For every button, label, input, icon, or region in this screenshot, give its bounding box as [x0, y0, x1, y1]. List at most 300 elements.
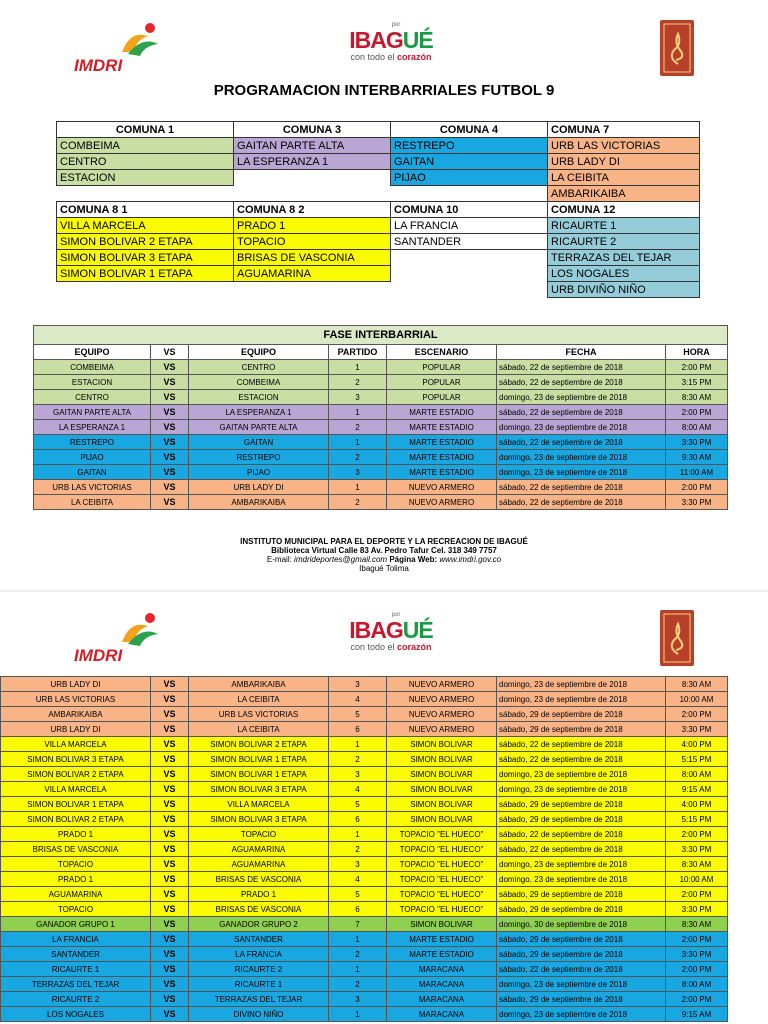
- ibague-tagline: con todo el corazón: [350, 52, 432, 62]
- team-away: URB LAS VICTORIAS: [189, 707, 329, 722]
- match-number: 3: [329, 390, 387, 405]
- barrio-cell: VILLA MARCELA: [57, 218, 234, 234]
- match-date: sábado, 29 de septiembre de 2018: [497, 722, 666, 737]
- match-row: [1, 827, 728, 842]
- team-away: PRADO 1: [189, 887, 329, 902]
- venue: TOPACIO "EL HUECO": [387, 902, 497, 917]
- vs-label: VS: [151, 767, 189, 782]
- match-row: [34, 420, 728, 435]
- imdri-logo-page2: [74, 612, 154, 670]
- team-home: SANTANDER: [1, 947, 151, 962]
- vs-label: VS: [151, 677, 189, 692]
- vs-label: VS: [151, 707, 189, 722]
- match-date: sábado, 22 de septiembre de 2018: [497, 405, 666, 420]
- team-away: RICAURTE 1: [189, 977, 329, 992]
- match-row: [34, 495, 728, 510]
- team-home: LA CEIBITA: [34, 495, 151, 510]
- match-number: 1: [329, 480, 387, 495]
- barrio-cell: SANTANDER: [391, 234, 548, 250]
- vs-label: VS: [151, 722, 189, 737]
- match-time: 3:15 PM: [666, 375, 728, 390]
- team-home: URB LAS VICTORIAS: [1, 692, 151, 707]
- match-number: 3: [329, 857, 387, 872]
- footer-contact: E-mail: imdrideportes@gmail.com Página Web: www.imdri.gov.co: [266, 555, 502, 564]
- team-home: AMBARIKAIBA: [1, 707, 151, 722]
- match-row: [1, 977, 728, 992]
- match-row: [1, 722, 728, 737]
- vs-label: VS: [151, 375, 189, 390]
- match-row: [1, 842, 728, 857]
- match-time: 11:00 AM: [666, 465, 728, 480]
- team-home: URB LAS VICTORIAS: [34, 480, 151, 495]
- ibague-name: IBAGUÉ: [349, 27, 433, 53]
- vs-label: VS: [151, 917, 189, 932]
- vs-label: VS: [151, 435, 189, 450]
- barrio-cell: GAITAN: [391, 154, 548, 170]
- team-away: SANTANDER: [189, 932, 329, 947]
- match-date: sábado, 29 de septiembre de 2018: [497, 932, 666, 947]
- match-row: [1, 872, 728, 887]
- match-date: sábado, 29 de septiembre de 2018: [497, 947, 666, 962]
- column-header: PARTIDO: [329, 345, 387, 360]
- vs-label: VS: [151, 390, 189, 405]
- team-away: AGUAMARINA: [189, 857, 329, 872]
- comunas-grid: [56, 121, 700, 298]
- match-row: [1, 692, 728, 707]
- match-number: 4: [329, 692, 387, 707]
- match-row: [1, 932, 728, 947]
- barrio-cell: [57, 282, 234, 298]
- venue: SIMON BOLIVAR: [387, 812, 497, 827]
- comuna-header: COMUNA 3: [234, 122, 391, 138]
- match-row: [1, 902, 728, 917]
- match-date: sábado, 22 de septiembre de 2018: [497, 962, 666, 977]
- match-time: 8:00 AM: [666, 420, 728, 435]
- barrio-cell: URB LADY DI: [548, 154, 700, 170]
- match-row: [34, 450, 728, 465]
- barrio-cell: URB LAS VICTORIAS: [548, 138, 700, 154]
- comuna-header: COMUNA 1: [57, 122, 234, 138]
- venue: NUEVO ARMERO: [387, 677, 497, 692]
- vs-label: VS: [151, 420, 189, 435]
- venue: NUEVO ARMERO: [387, 722, 497, 737]
- team-away: URB LADY DI: [189, 480, 329, 495]
- team-home: GAITAN PARTE ALTA: [34, 405, 151, 420]
- match-date: domingo, 23 de septiembre de 2018: [497, 692, 666, 707]
- match-row: [34, 360, 728, 375]
- team-away: LA FRANCIA: [189, 947, 329, 962]
- barrio-cell: [391, 186, 548, 202]
- barrio-cell: RICAURTE 2: [548, 234, 700, 250]
- venue: MARACANA: [387, 992, 497, 1007]
- match-number: 1: [329, 360, 387, 375]
- team-away: BRISAS DE VASCONIA: [189, 902, 329, 917]
- venue: TOPACIO "EL HUECO": [387, 887, 497, 902]
- barrio-cell: SIMON BOLIVAR 3 ETAPA: [57, 250, 234, 266]
- team-home: BRISAS DE VASCONIA: [1, 842, 151, 857]
- match-number: 7: [329, 917, 387, 932]
- column-header: HORA: [666, 345, 728, 360]
- match-row: [34, 405, 728, 420]
- team-home: TOPACIO: [1, 857, 151, 872]
- team-away: AMBARIKAIBA: [189, 677, 329, 692]
- vs-label: VS: [151, 977, 189, 992]
- team-away: GANADOR GRUPO 2: [189, 917, 329, 932]
- match-time: 3:30 PM: [666, 902, 728, 917]
- team-away: SIMON BOLIVAR 1 ETAPA: [189, 767, 329, 782]
- match-number: 1: [329, 827, 387, 842]
- team-home: LA FRANCIA: [1, 932, 151, 947]
- imdri-logo-text: IMDRI: [74, 56, 123, 75]
- barrio-cell: AMBARIKAIBA: [548, 186, 700, 202]
- barrio-cell: TERRAZAS DEL TEJAR: [548, 250, 700, 266]
- match-time: 8:30 AM: [666, 857, 728, 872]
- team-home: GAITAN: [34, 465, 151, 480]
- vs-label: VS: [151, 902, 189, 917]
- match-time: 8:00 AM: [666, 767, 728, 782]
- match-date: sábado, 22 de septiembre de 2018: [497, 435, 666, 450]
- team-home: AGUAMARINA: [1, 887, 151, 902]
- match-number: 2: [329, 420, 387, 435]
- musical-logo-page2: [660, 610, 694, 666]
- barrio-cell: [57, 186, 234, 202]
- match-number: 5: [329, 797, 387, 812]
- match-date: domingo, 23 de septiembre de 2018: [497, 782, 666, 797]
- column-header: ESCENARIO: [387, 345, 497, 360]
- barrio-cell: TOPACIO: [234, 234, 391, 250]
- footer-address: Biblioteca Virtual Calle 83 Av. Pedro Tafur Cel. 318 349 7757: [271, 546, 497, 555]
- team-home: COMBEIMA: [34, 360, 151, 375]
- venue: NUEVO ARMERO: [387, 495, 497, 510]
- footer-institution: INSTITUTO MUNICIPAL PARA EL DEPORTE Y LA RECREACION DE IBAGUÉ: [240, 537, 528, 546]
- team-home: LOS NOGALES: [1, 1007, 151, 1022]
- match-row: [1, 797, 728, 812]
- match-row: [1, 992, 728, 1007]
- vs-label: VS: [151, 932, 189, 947]
- team-away: SIMON BOLIVAR 3 ETAPA: [189, 812, 329, 827]
- match-date: domingo, 23 de septiembre de 2018: [497, 420, 666, 435]
- match-time: 8:30 AM: [666, 390, 728, 405]
- team-away: ESTACION: [189, 390, 329, 405]
- match-time: 2:00 PM: [666, 887, 728, 902]
- barrio-cell: COMBEIMA: [57, 138, 234, 154]
- footer-email[interactable]: imdrideportes@gmail.com: [294, 555, 388, 564]
- match-number: 1: [329, 932, 387, 947]
- venue: SIMON BOLIVAR: [387, 782, 497, 797]
- vs-label: VS: [151, 992, 189, 1007]
- match-row: [1, 767, 728, 782]
- match-number: 3: [329, 992, 387, 1007]
- match-number: 5: [329, 707, 387, 722]
- match-date: sábado, 29 de septiembre de 2018: [497, 902, 666, 917]
- schedule-table-page1: [33, 325, 728, 510]
- imdri-figure-icon: [114, 612, 164, 646]
- match-time: 3:30 PM: [666, 435, 728, 450]
- barrio-cell: LOS NOGALES: [548, 266, 700, 282]
- barrio-cell: BRISAS DE VASCONIA: [234, 250, 391, 266]
- match-number: 5: [329, 887, 387, 902]
- team-home: PRADO 1: [1, 872, 151, 887]
- team-away: PIJAO: [189, 465, 329, 480]
- team-home: CENTRO: [34, 390, 151, 405]
- match-date: domingo, 23 de septiembre de 2018: [497, 767, 666, 782]
- match-number: 1: [329, 435, 387, 450]
- team-home: GANADOR GRUPO 1: [1, 917, 151, 932]
- match-date: domingo, 23 de septiembre de 2018: [497, 872, 666, 887]
- match-date: sábado, 29 de septiembre de 2018: [497, 887, 666, 902]
- musical-logo: [660, 20, 694, 76]
- match-date: domingo, 23 de septiembre de 2018: [497, 1007, 666, 1022]
- team-away: AGUAMARINA: [189, 842, 329, 857]
- vs-label: VS: [151, 857, 189, 872]
- match-time: 3:30 PM: [666, 722, 728, 737]
- match-row: [1, 677, 728, 692]
- vs-label: VS: [151, 450, 189, 465]
- barrio-cell: RICAURTE 1: [548, 218, 700, 234]
- match-date: sábado, 22 de septiembre de 2018: [497, 752, 666, 767]
- phase-title: FASE INTERBARRIAL: [34, 326, 728, 345]
- match-number: 1: [329, 962, 387, 977]
- comuna-header: COMUNA 7: [548, 122, 700, 138]
- barrio-cell: GAITAN PARTE ALTA: [234, 138, 391, 154]
- team-home: SIMON BOLIVAR 2 ETAPA: [1, 767, 151, 782]
- match-time: 5:15 PM: [666, 752, 728, 767]
- venue: MARTE ESTADIO: [387, 450, 497, 465]
- venue: TOPACIO "EL HUECO": [387, 827, 497, 842]
- match-date: sábado, 22 de septiembre de 2018: [497, 842, 666, 857]
- match-number: 2: [329, 752, 387, 767]
- match-row: [1, 917, 728, 932]
- ibague-tagline: con todo el corazón: [350, 642, 432, 652]
- comuna-header: COMUNA 4: [391, 122, 548, 138]
- team-home: PIJAO: [34, 450, 151, 465]
- team-away: GAITAN PARTE ALTA: [189, 420, 329, 435]
- team-away: RICAURTE 2: [189, 962, 329, 977]
- team-away: AMBARIKAIBA: [189, 495, 329, 510]
- match-time: 5:15 PM: [666, 812, 728, 827]
- footer-city: Ibagué Tolima: [359, 564, 409, 573]
- match-date: sábado, 22 de septiembre de 2018: [497, 827, 666, 842]
- match-time: 2:00 PM: [666, 992, 728, 1007]
- vs-label: VS: [151, 465, 189, 480]
- venue: TOPACIO "EL HUECO": [387, 872, 497, 887]
- match-number: 2: [329, 842, 387, 857]
- footer-web[interactable]: www.imdri.gov.co: [439, 555, 502, 564]
- match-row: [1, 947, 728, 962]
- barrio-cell: RESTREPO: [391, 138, 548, 154]
- team-home: RESTREPO: [34, 435, 151, 450]
- team-away: VILLA MARCELA: [189, 797, 329, 812]
- vs-label: VS: [151, 480, 189, 495]
- vs-label: VS: [151, 737, 189, 752]
- match-number: 1: [329, 737, 387, 752]
- match-time: 10:00 AM: [666, 872, 728, 887]
- barrio-cell: CENTRO: [57, 154, 234, 170]
- comuna-header: COMUNA 10: [391, 202, 548, 218]
- barrio-cell: SIMON BOLIVAR 1 ETAPA: [57, 266, 234, 282]
- match-date: domingo, 23 de septiembre de 2018: [497, 465, 666, 480]
- venue: SIMON BOLIVAR: [387, 797, 497, 812]
- match-time: 2:00 PM: [666, 707, 728, 722]
- vs-label: VS: [151, 752, 189, 767]
- venue: MARACANA: [387, 977, 497, 992]
- match-number: 6: [329, 902, 387, 917]
- match-time: 9:15 AM: [666, 782, 728, 797]
- match-row: [1, 1007, 728, 1022]
- vs-label: VS: [151, 872, 189, 887]
- vs-label: VS: [151, 842, 189, 857]
- team-home: TERRAZAS DEL TEJAR: [1, 977, 151, 992]
- column-header: EQUIPO: [189, 345, 329, 360]
- page-title: PROGRAMACION INTERBARRIALES FUTBOL 9: [213, 82, 555, 99]
- match-row: [34, 390, 728, 405]
- match-date: domingo, 23 de septiembre de 2018: [497, 857, 666, 872]
- match-date: sábado, 22 de septiembre de 2018: [497, 480, 666, 495]
- match-date: sábado, 22 de septiembre de 2018: [497, 495, 666, 510]
- imdri-figure-icon: [114, 22, 164, 56]
- venue: MARTE ESTADIO: [387, 947, 497, 962]
- barrio-cell: LA ESPERANZA 1: [234, 154, 391, 170]
- match-number: 3: [329, 767, 387, 782]
- venue: TOPACIO "EL HUECO": [387, 842, 497, 857]
- team-away: BRISAS DE VASCONIA: [189, 872, 329, 887]
- match-number: 2: [329, 375, 387, 390]
- team-away: TOPACIO: [189, 827, 329, 842]
- team-home: RICAURTE 2: [1, 992, 151, 1007]
- match-time: 4:00 PM: [666, 737, 728, 752]
- imdri-logo: [74, 22, 154, 80]
- match-time: 9:15 AM: [666, 1007, 728, 1022]
- match-time: 3:30 PM: [666, 947, 728, 962]
- match-time: 2:00 PM: [666, 827, 728, 842]
- barrio-cell: PIJAO: [391, 170, 548, 186]
- barrio-cell: LA FRANCIA: [391, 218, 548, 234]
- vs-label: VS: [151, 797, 189, 812]
- team-home: SIMON BOLIVAR 1 ETAPA: [1, 797, 151, 812]
- match-row: [1, 782, 728, 797]
- comuna-header: COMUNA 12: [548, 202, 700, 218]
- barrio-cell: AGUAMARINA: [234, 266, 391, 282]
- barrio-cell: [391, 266, 548, 282]
- team-away: CENTRO: [189, 360, 329, 375]
- match-row: [34, 480, 728, 495]
- vs-label: VS: [151, 1007, 189, 1022]
- match-time: 8:30 AM: [666, 677, 728, 692]
- match-time: 2:00 PM: [666, 405, 728, 420]
- match-row: [1, 962, 728, 977]
- venue: MARTE ESTADIO: [387, 932, 497, 947]
- vs-label: VS: [151, 887, 189, 902]
- match-number: 6: [329, 722, 387, 737]
- team-home: VILLA MARCELA: [1, 737, 151, 752]
- vs-label: VS: [151, 782, 189, 797]
- column-header: EQUIPO: [34, 345, 151, 360]
- venue: SIMON BOLIVAR: [387, 737, 497, 752]
- match-number: 2: [329, 947, 387, 962]
- team-away: LA ESPERANZA 1: [189, 405, 329, 420]
- match-number: 1: [329, 405, 387, 420]
- venue: MARTE ESTADIO: [387, 420, 497, 435]
- match-time: 8:30 AM: [666, 917, 728, 932]
- match-date: sábado, 22 de septiembre de 2018: [497, 360, 666, 375]
- barrio-cell: LA CEIBITA: [548, 170, 700, 186]
- match-date: sábado, 29 de septiembre de 2018: [497, 992, 666, 1007]
- team-home: URB LADY DI: [1, 722, 151, 737]
- ibague-logo: [336, 22, 446, 80]
- column-header: VS: [151, 345, 189, 360]
- match-date: sábado, 22 de septiembre de 2018: [497, 375, 666, 390]
- team-away: RESTREPO: [189, 450, 329, 465]
- venue: MARTE ESTADIO: [387, 405, 497, 420]
- venue: POPULAR: [387, 360, 497, 375]
- match-row: [1, 887, 728, 902]
- team-away: COMBEIMA: [189, 375, 329, 390]
- venue: NUEVO ARMERO: [387, 692, 497, 707]
- venue: POPULAR: [387, 390, 497, 405]
- match-number: 3: [329, 465, 387, 480]
- team-away: SIMON BOLIVAR 3 ETAPA: [189, 782, 329, 797]
- match-time: 2:00 PM: [666, 360, 728, 375]
- team-home: RICAURTE 1: [1, 962, 151, 977]
- match-row: [34, 435, 728, 450]
- vs-label: VS: [151, 962, 189, 977]
- team-home: URB LADY DI: [1, 677, 151, 692]
- venue: TOPACIO "EL HUECO": [387, 857, 497, 872]
- venue: MARTE ESTADIO: [387, 465, 497, 480]
- barrio-cell: [391, 282, 548, 298]
- ibague-name: IBAGUÉ: [349, 617, 433, 643]
- match-date: domingo, 30 de septiembre de 2018: [497, 917, 666, 932]
- team-home: VILLA MARCELA: [1, 782, 151, 797]
- match-date: domingo, 23 de septiembre de 2018: [497, 450, 666, 465]
- match-date: domingo, 23 de septiembre de 2018: [497, 677, 666, 692]
- match-date: sábado, 29 de septiembre de 2018: [497, 812, 666, 827]
- venue: SIMON BOLIVAR: [387, 917, 497, 932]
- ibague-por-text: por: [391, 612, 401, 618]
- vs-label: VS: [151, 947, 189, 962]
- comuna-header: COMUNA 8 2: [234, 202, 391, 218]
- team-home: SIMON BOLIVAR 2 ETAPA: [1, 812, 151, 827]
- match-date: sábado, 29 de septiembre de 2018: [497, 797, 666, 812]
- match-number: 6: [329, 812, 387, 827]
- venue: NUEVO ARMERO: [387, 707, 497, 722]
- venue: MARTE ESTADIO: [387, 435, 497, 450]
- team-away: DIVINO NIÑO: [189, 1007, 329, 1022]
- barrio-cell: SIMON BOLIVAR 2 ETAPA: [57, 234, 234, 250]
- ibague-por-text: por: [391, 22, 401, 28]
- barrio-cell: [234, 186, 391, 202]
- team-away: SIMON BOLIVAR 2 ETAPA: [189, 737, 329, 752]
- team-away: GAITAN: [189, 435, 329, 450]
- barrio-cell: PRADO 1: [234, 218, 391, 234]
- match-row: [1, 857, 728, 872]
- venue: SIMON BOLIVAR: [387, 752, 497, 767]
- team-away: LA CEIBITA: [189, 722, 329, 737]
- comuna-header: COMUNA 8 1: [57, 202, 234, 218]
- schedule-table-page2: [0, 676, 728, 1022]
- venue: SIMON BOLIVAR: [387, 767, 497, 782]
- barrio-cell: ESTACION: [57, 170, 234, 186]
- match-row: [34, 465, 728, 480]
- vs-label: VS: [151, 692, 189, 707]
- match-row: [1, 752, 728, 767]
- match-number: 1: [329, 1007, 387, 1022]
- match-number: 3: [329, 677, 387, 692]
- ibague-logo-page2: [336, 612, 446, 670]
- match-number: 2: [329, 495, 387, 510]
- institution-footer: [0, 537, 768, 573]
- column-header: FECHA: [497, 345, 666, 360]
